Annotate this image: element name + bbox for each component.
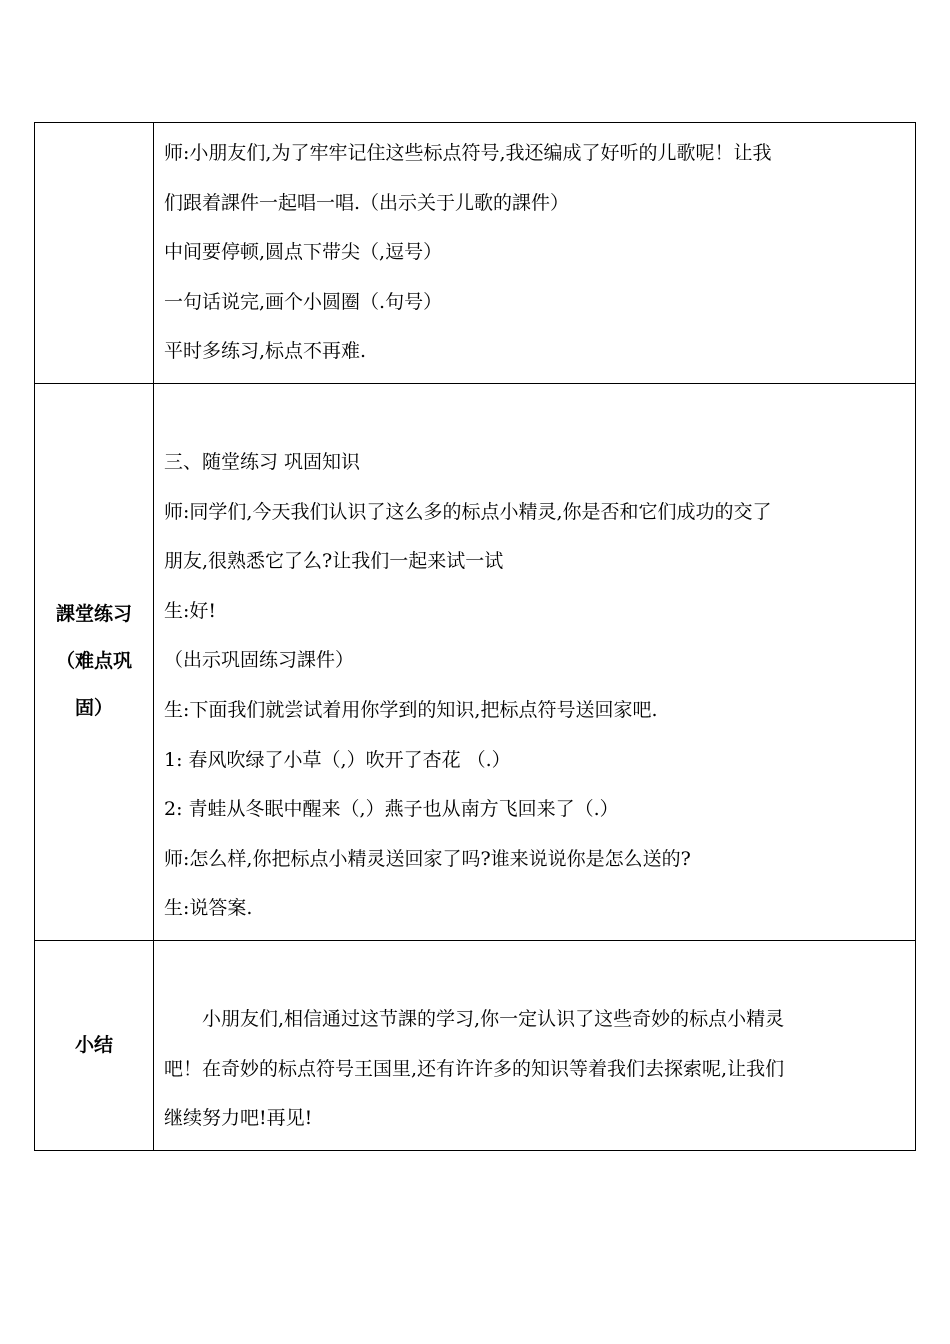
row-content-children-song	[154, 123, 916, 384]
table-row-summary	[35, 940, 916, 1150]
table-row-classroom-practice	[35, 383, 916, 940]
text-line: 一句话说完,画个小圆圈（.句号）	[164, 290, 443, 313]
exercise-item: 1: 春风吹绿了小草（,）吹开了杏花 （.）	[164, 748, 511, 771]
text-line: 生:好!	[164, 599, 217, 622]
text-line: 生:下面我们就尝试着用你学到的知识,把标点符号送回家吧.	[164, 698, 658, 721]
row-label-summary	[35, 940, 154, 1150]
text-line: 生:说答案.	[164, 897, 253, 920]
exercise-item: 2: 青蛙从冬眠中醒来（,）燕子也从南方飞回来了（.）	[164, 798, 619, 821]
section-heading: 三、随堂练习 巩固知识	[164, 450, 361, 473]
text-line: 平时多练习,标点不再难.	[164, 340, 367, 363]
table-row-children-song	[35, 123, 916, 384]
row-label-classroom-practice	[35, 383, 154, 940]
row-content-classroom-practice	[154, 383, 916, 940]
label-line: 小结	[74, 1033, 113, 1056]
text-line: 师:同学们,今天我们认识了这么多的标点小精灵,你是否和它们成功的交了	[164, 500, 772, 523]
label-line: 固）	[74, 697, 113, 720]
label-line: 課堂练习	[55, 603, 132, 626]
text-line: 们跟着課件一起唱一唱.（出示关于儿歌的課件）	[164, 191, 570, 214]
lesson-plan-table	[34, 122, 916, 1151]
text-line: 师:怎么样,你把标点小精灵送回家了吗?谁来说说你是怎么送的?	[164, 847, 691, 870]
label-line: （难点巩	[55, 650, 132, 673]
text-line: 吧！在奇妙的标点符号王国里,还有许许多的知识等着我们去探索呢,让我们	[164, 1057, 785, 1080]
text-line: 朋友,很熟悉它了么?让我们一起来试一试	[164, 550, 504, 573]
text-line: 小朋友们,相信通过这节課的学习,你一定认识了这些奇妙的标点小精灵	[202, 1007, 785, 1030]
text-line: 中间要停顿,圆点下带尖（,逗号）	[164, 241, 443, 264]
text-line: 继续努力吧!再见!	[164, 1107, 313, 1130]
row-content-summary	[154, 940, 916, 1150]
row-label-empty	[35, 123, 154, 384]
text-line: 师:小朋友们,为了牢牢记住这些标点符号,我还编成了好听的儿歌呢！让我	[164, 142, 772, 164]
text-line: （出示巩固练习課件）	[164, 649, 355, 672]
